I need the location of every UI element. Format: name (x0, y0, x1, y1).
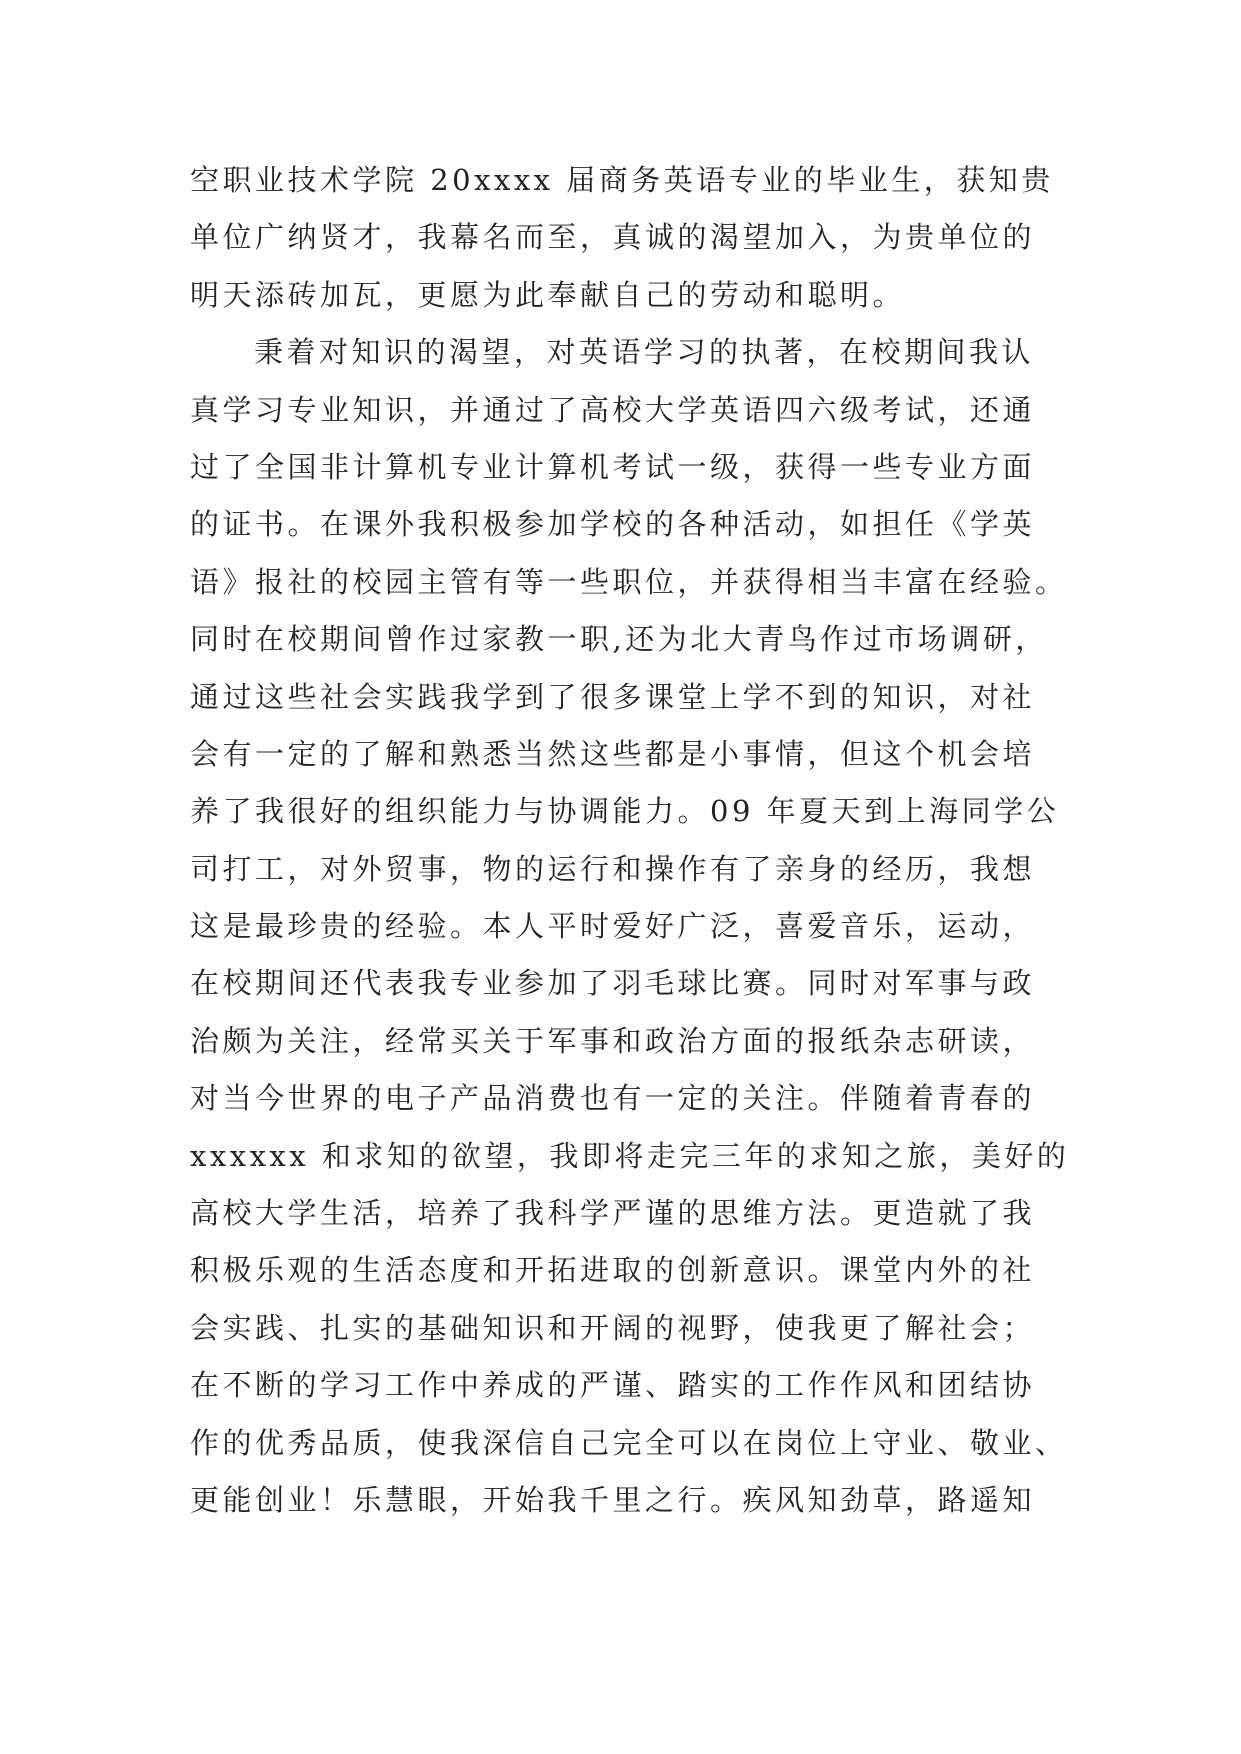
text-line-3: 明天添砖加瓦，更愿为此奉献自己的劳动和聪明。 (190, 277, 906, 312)
text-line-23: 作的优秀品质，使我深信自己完全可以在岗位上守业、敬业、 (190, 1425, 1068, 1460)
text-line-18: xxxxxx 和求知的欲望，我即将走完三年的求知之旅，美好的 (190, 1138, 1070, 1173)
text-line-11: 会有一定的了解和熟悉当然这些都是小事情，但这个机会培 (190, 736, 1036, 771)
text-line-1: 空职业技术学院 20xxxx 届商务英语专业的毕业生，获知贵 (190, 163, 1054, 197)
text-line-4: 秉着对知识的渴望，对英语学习的执著，在校期间我认 (254, 335, 1035, 370)
text-line-7: 的证书。在课外我积极参加学校的各种活动，如担任《学英 (190, 507, 1036, 542)
text-line-5: 真学习专业知识，并通过了高校大学英语四六级考试，还通 (190, 392, 1036, 427)
text-line-22: 在不断的学习工作中养成的严谨、踏实的工作作风和团结协 (190, 1368, 1036, 1403)
text-line-12: 养了我很好的组织能力与协调能力。09 年夏天到上海同学公 (190, 794, 1060, 829)
text-line-16: 治颇为关注，经常买关于军事和政治方面的报纸杂志研读， (190, 1023, 1036, 1058)
text-line-8: 语》报社的校园主管有等一些职位，并获得相当丰富在经验。 (190, 564, 1068, 599)
text-line-21: 会实践、扎实的基础知识和开阔的视野，使我更了解社会； (190, 1310, 1036, 1345)
text-line-6: 过了全国非计算机专业计算机考试一级，获得一些专业方面 (190, 449, 1036, 484)
text-line-13: 司打工，对外贸事，物的运行和操作有了亲身的经历，我想 (190, 851, 1036, 886)
text-line-24: 更能创业！乐慧眼，开始我千里之行。疾风知劲草，路遥知 (190, 1482, 1036, 1517)
text-line-19: 高校大学生活，培养了我科学严谨的思维方法。更造就了我 (190, 1196, 1036, 1231)
text-line-10: 通过这些社会实践我学到了很多课堂上学不到的知识，对社 (190, 679, 1036, 714)
text-line-17: 对当今世界的电子产品消费也有一定的关注。伴随着青春的 (190, 1081, 1036, 1116)
text-line-9: 同时在校期间曾作过家教一职,还为北大青鸟作过市场调研， (190, 622, 1048, 657)
text-line-15: 在校期间还代表我专业参加了羽毛球比赛。同时对军事与政 (190, 966, 1036, 1001)
document-body (190, 152, 1070, 1529)
text-line-2: 单位广纳贤才，我幕名而至，真诚的渴望加入，为贵单位的 (190, 220, 1036, 255)
text-line-20: 积极乐观的生活态度和开拓进取的创新意识。课堂内外的社 (190, 1253, 1036, 1288)
text-line-14: 这是最珍贵的经验。本人平时爱好广泛，喜爱音乐，运动， (190, 909, 1036, 944)
